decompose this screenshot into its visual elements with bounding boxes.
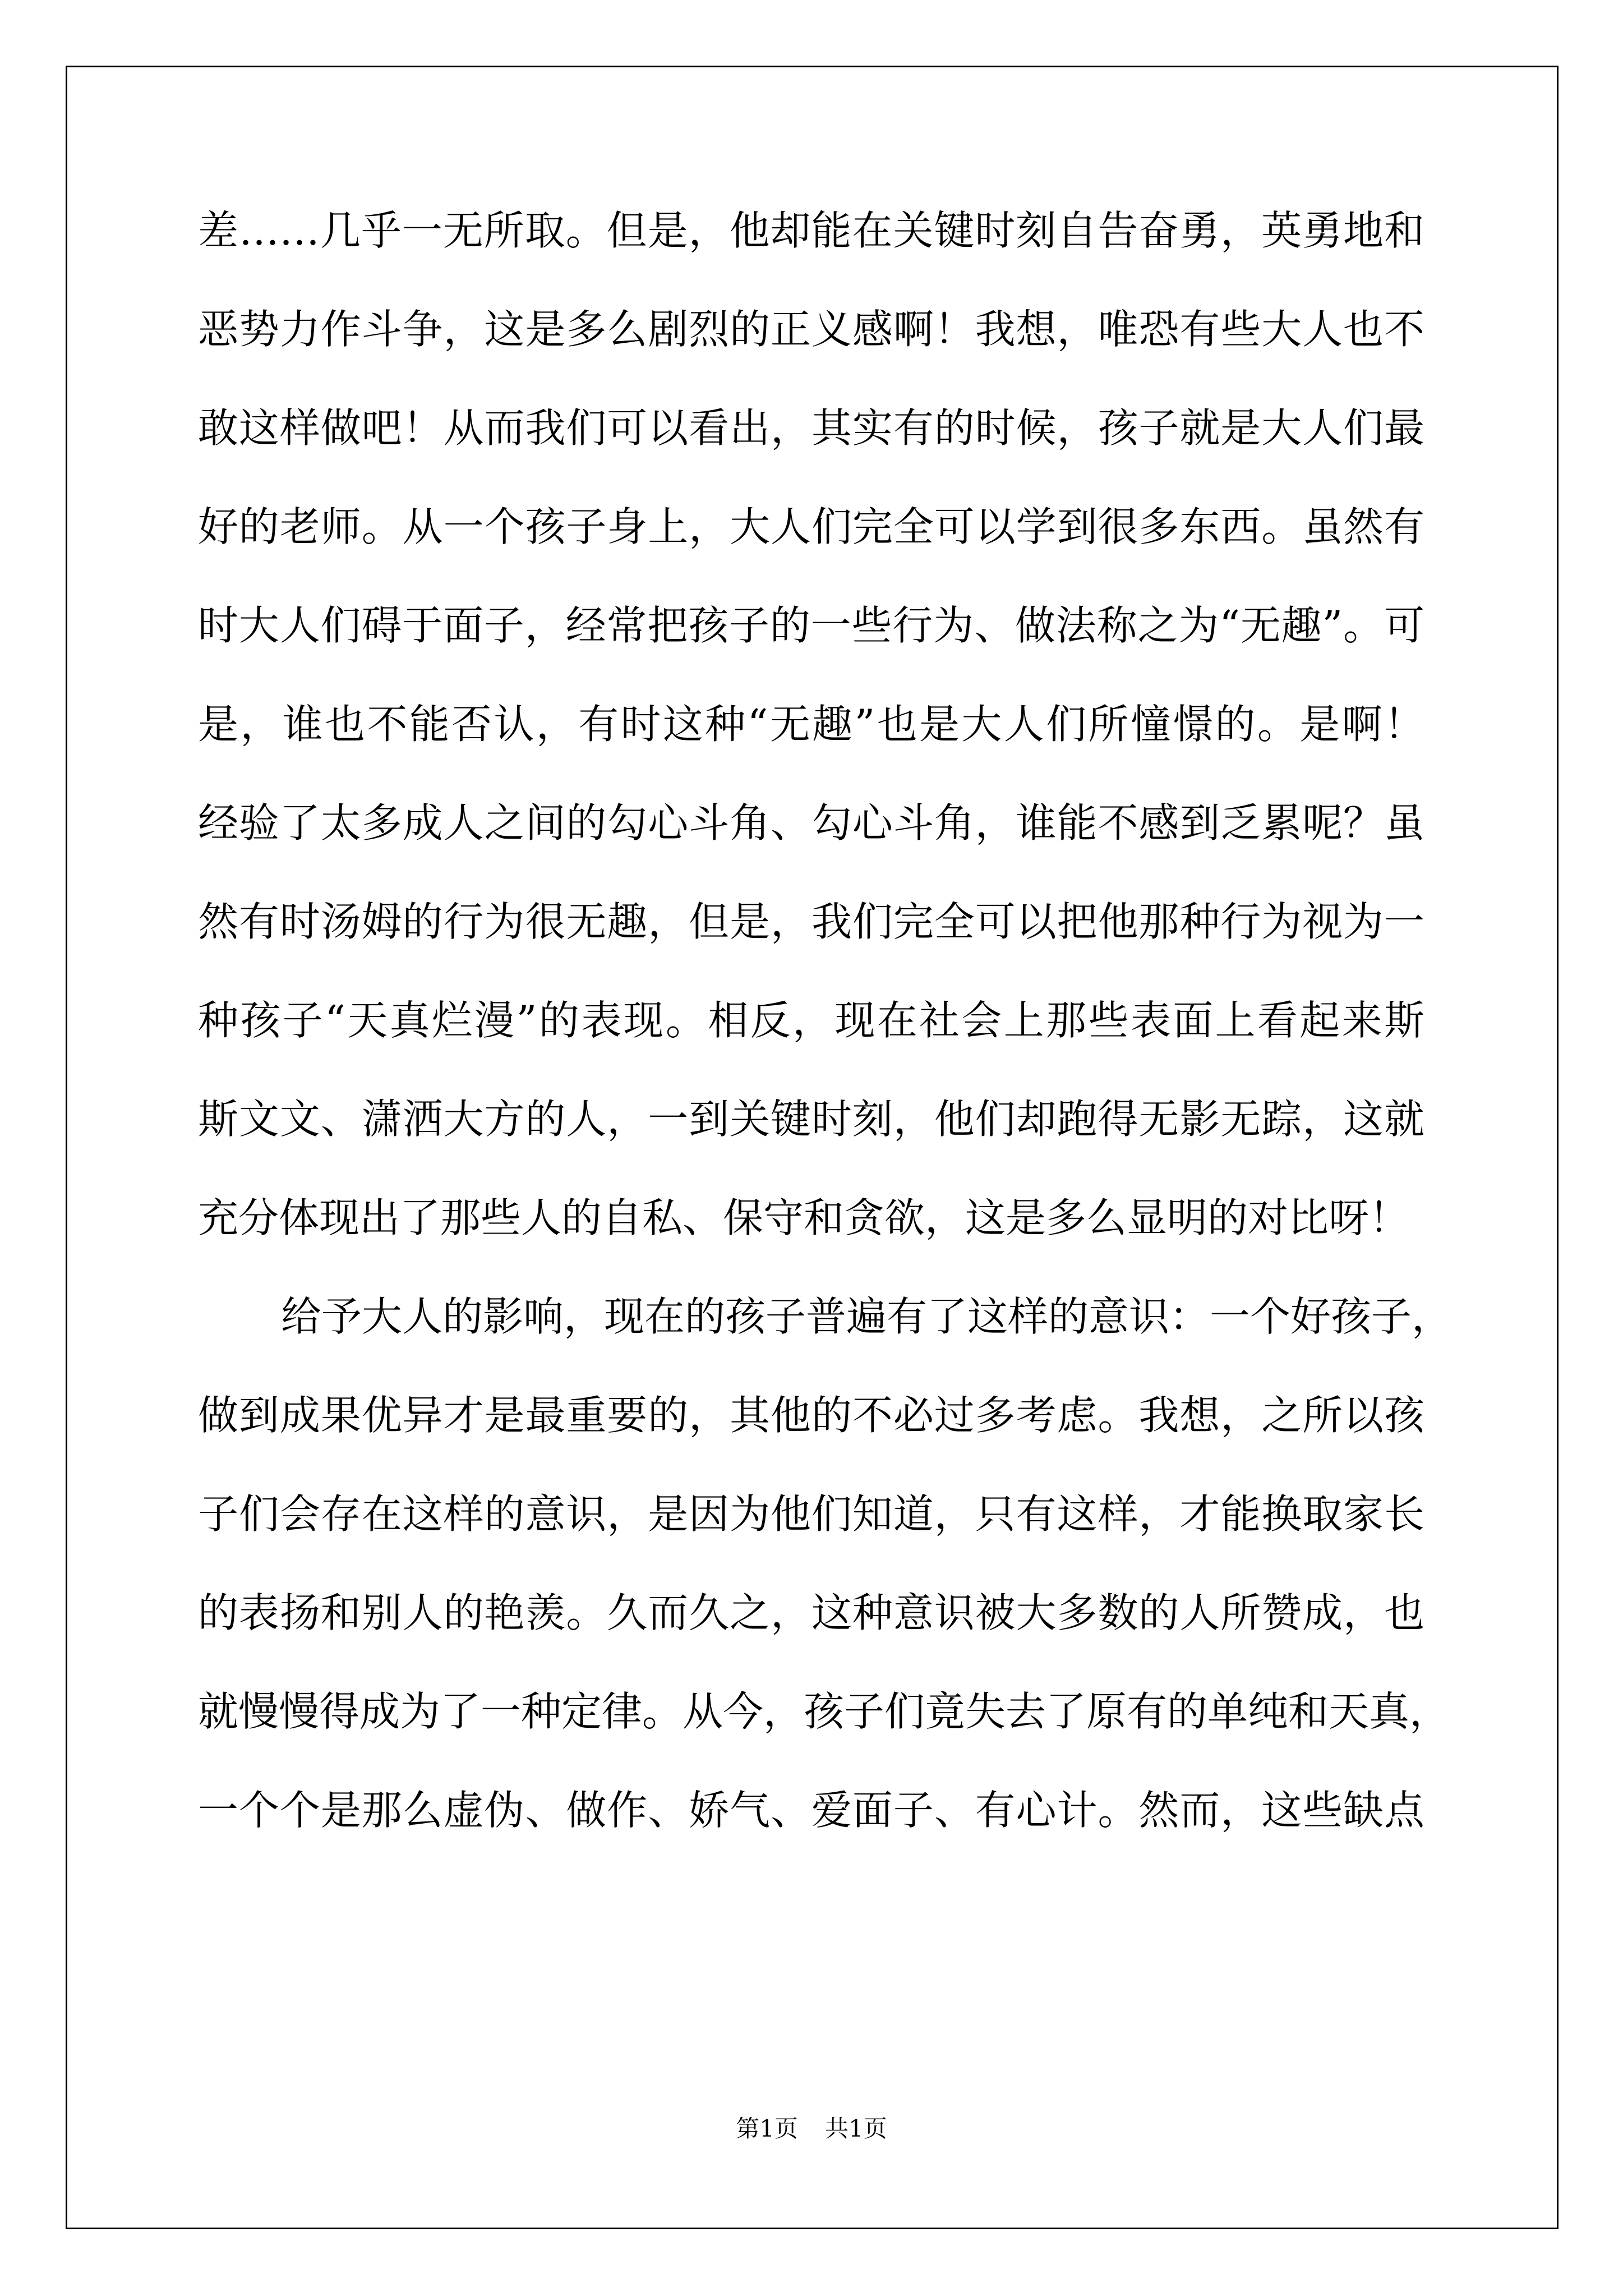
text-line-9: 种孩子“天真烂漫”的表现。相反，现在社会上那些表面上看起来斯: [198, 997, 1424, 1044]
document-body: [198, 207, 1453, 1889]
page-total: 共1页: [825, 2115, 887, 2142]
text-line-1: 差……几乎一无所取。但是，他却能在关键时刻自告奋勇，英勇地和: [198, 207, 1424, 254]
text-line-16: 就慢慢得成为了一种定律。从今，孩子们竟失去了原有的单纯和天真，: [198, 1688, 1450, 1735]
text-line-17: 一个个是那么虚伪、做作、娇气、爱面子、有心计。然而，这些缺点: [198, 1787, 1424, 1834]
text-line-13: 做到成果优异才是最重要的，其他的不必过多考虑。我想，之所以孩: [198, 1392, 1424, 1439]
page-number: 第1页: [736, 2115, 798, 2142]
text-line-14: 子们会存在这样的意识，是因为他们知道，只有这样，才能换取家长: [198, 1490, 1424, 1538]
text-line-12: 给予大人的影响，现在的孩子普遍有了这样的意识：一个好孩子，: [281, 1293, 1453, 1340]
text-line-11: 充分体现出了那些人的自私、保守和贪欲，这是多么显明的对比呀！: [198, 1194, 1410, 1241]
text-line-2: 恶势力作斗争，这是多么剧烈的正义感啊！我想，唯恐有些大人也不: [198, 306, 1424, 353]
text-line-5: 时大人们碍于面子，经常把孩子的一些行为、做法称之为“无趣”。可: [198, 602, 1424, 649]
text-line-7: 经验了太多成人之间的勾心斗角、勾心斗角，谁能不感到乏累呢？虽: [198, 799, 1424, 846]
text-line-3: 敢这样做吧！从而我们可以看出，其实有的时候，孩子就是大人们最: [198, 404, 1424, 452]
text-line-6: 是，谁也不能否认，有时这种“无趣”也是大人们所憧憬的。是啊！: [198, 701, 1424, 748]
text-line-10: 斯文文、潇洒大方的人，一到关键时刻，他们却跑得无影无踪，这就: [198, 1096, 1424, 1143]
page-footer: [0, 2110, 1623, 2144]
text-line-8: 然有时汤姆的行为很无趣，但是，我们完全可以把他那种行为视为一: [198, 898, 1424, 945]
text-line-4: 好的老师。从一个孩子身上，大人们完全可以学到很多东西。虽然有: [198, 503, 1424, 550]
text-line-15: 的表扬和别人的艳羡。久而久之，这种意识被大多数的人所赞成，也: [198, 1589, 1424, 1636]
